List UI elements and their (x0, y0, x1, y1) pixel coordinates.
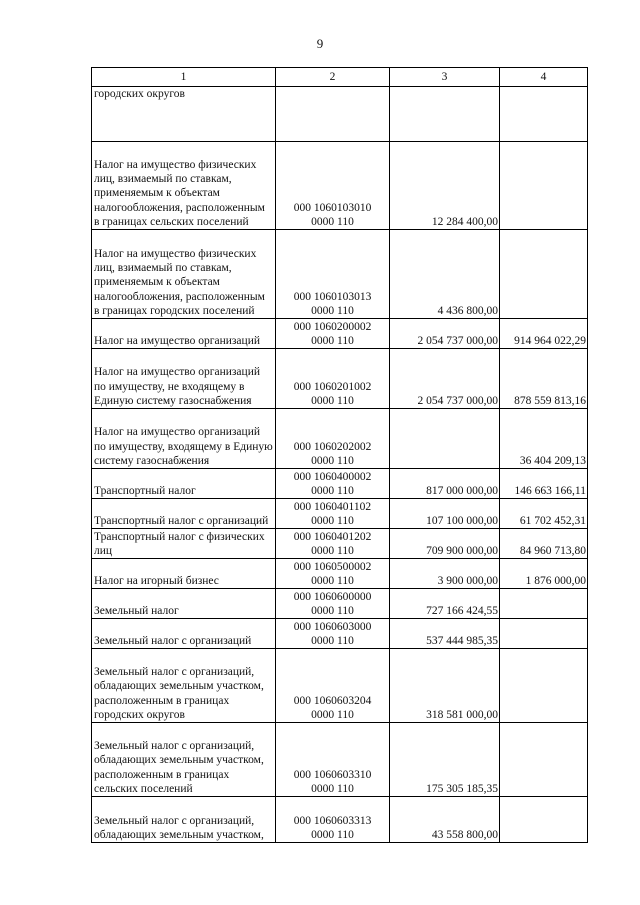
name-cell: городских округов (92, 87, 276, 142)
table-row (92, 469, 588, 499)
name-cell: Налог на имущество организаций (92, 319, 276, 349)
code-cell: 000 1060603313 0000 110 (276, 797, 390, 843)
table-body (92, 68, 588, 843)
plan-amount-cell: 3 900 000,00 (390, 559, 500, 589)
actual-amount-cell (500, 87, 588, 142)
table-row (92, 349, 588, 409)
table-row (92, 409, 588, 469)
actual-amount-cell (500, 589, 588, 619)
plan-amount-cell: 107 100 000,00 (390, 499, 500, 529)
code-cell: 000 1060603000 0000 110 (276, 619, 390, 649)
actual-amount-cell (500, 723, 588, 797)
actual-amount-cell: 84 960 713,80 (500, 529, 588, 559)
plan-amount-cell: 4 436 800,00 (390, 230, 500, 319)
plan-amount-cell: 727 166 424,55 (390, 589, 500, 619)
name-cell: Налог на игорный бизнес (92, 559, 276, 589)
table-row (92, 797, 588, 843)
plan-amount-cell: 537 444 985,35 (390, 619, 500, 649)
plan-amount-cell: 817 000 000,00 (390, 469, 500, 499)
actual-amount-cell: 1 876 000,00 (500, 559, 588, 589)
code-cell (276, 87, 390, 142)
table-row (92, 649, 588, 723)
name-cell: Налог на имущество организаций по имуществу, не входящему в Единую систему газоснабжения (92, 349, 276, 409)
code-cell: 000 1060103010 0000 110 (276, 142, 390, 230)
code-cell: 000 1060401202 0000 110 (276, 529, 390, 559)
actual-amount-cell (500, 619, 588, 649)
table-row (92, 559, 588, 589)
actual-amount-cell (500, 142, 588, 230)
table-row (92, 529, 588, 559)
actual-amount-cell (500, 230, 588, 319)
name-cell: Налог на имущество физических лиц, взимаемый по ставкам, применяемым к объектам налогообложения, расположенным в границах городских поселений (92, 230, 276, 319)
actual-amount-cell: 36 404 209,13 (500, 409, 588, 469)
header-cell: 3 (390, 68, 500, 87)
table-row (92, 589, 588, 619)
table-row (92, 142, 588, 230)
plan-amount-cell: 12 284 400,00 (390, 142, 500, 230)
table-row (92, 499, 588, 529)
page-number: 9 (316, 36, 324, 51)
name-cell: Земельный налог с организаций, обладающих земельным участком, расположенным в границах городских округов (92, 649, 276, 723)
plan-amount-cell: 2 054 737 000,00 (390, 319, 500, 349)
actual-amount-cell (500, 649, 588, 723)
name-cell: Земельный налог с организаций, обладающих земельным участком, расположенным в границах сельских поселений (92, 723, 276, 797)
name-cell: Транспортный налог с организаций (92, 499, 276, 529)
plan-amount-cell: 318 581 000,00 (390, 649, 500, 723)
table-row (92, 87, 588, 142)
actual-amount-cell: 146 663 166,11 (500, 469, 588, 499)
header-cell: 2 (276, 68, 390, 87)
actual-amount-cell: 61 702 452,31 (500, 499, 588, 529)
header-cell: 1 (92, 68, 276, 87)
plan-amount-cell: 43 558 800,00 (390, 797, 500, 843)
name-cell: Транспортный налог с физических лиц (92, 529, 276, 559)
code-cell: 000 1060103013 0000 110 (276, 230, 390, 319)
actual-amount-cell: 914 964 022,29 (500, 319, 588, 349)
code-cell: 000 1060401102 0000 110 (276, 499, 390, 529)
table-row (92, 619, 588, 649)
name-cell: Земельный налог (92, 589, 276, 619)
header-cell: 4 (500, 68, 588, 87)
table-row (92, 319, 588, 349)
code-cell: 000 1060201002 0000 110 (276, 349, 390, 409)
plan-amount-cell: 175 305 185,35 (390, 723, 500, 797)
table-row (92, 230, 588, 319)
plan-amount-cell (390, 87, 500, 142)
header-row (92, 68, 588, 87)
code-cell: 000 1060603204 0000 110 (276, 649, 390, 723)
plan-amount-cell (390, 409, 500, 469)
actual-amount-cell: 878 559 813,16 (500, 349, 588, 409)
name-cell: Земельный налог с организаций, обладающих земельным участком, (92, 797, 276, 843)
name-cell: Транспортный налог (92, 469, 276, 499)
code-cell: 000 1060500002 0000 110 (276, 559, 390, 589)
name-cell: Земельный налог с организаций (92, 619, 276, 649)
actual-amount-cell (500, 797, 588, 843)
name-cell: Налог на имущество физических лиц, взимаемый по ставкам, применяемым к объектам налогообложения, расположенным в границах сельских поселений (92, 142, 276, 230)
budget-table (91, 67, 588, 843)
plan-amount-cell: 709 900 000,00 (390, 529, 500, 559)
code-cell: 000 1060200002 0000 110 (276, 319, 390, 349)
code-cell: 000 1060603310 0000 110 (276, 723, 390, 797)
code-cell: 000 1060202002 0000 110 (276, 409, 390, 469)
name-cell: Налог на имущество организаций по имуществу, входящему в Единую систему газоснабжения (92, 409, 276, 469)
plan-amount-cell: 2 054 737 000,00 (390, 349, 500, 409)
table-row (92, 723, 588, 797)
code-cell: 000 1060400002 0000 110 (276, 469, 390, 499)
code-cell: 000 1060600000 0000 110 (276, 589, 390, 619)
